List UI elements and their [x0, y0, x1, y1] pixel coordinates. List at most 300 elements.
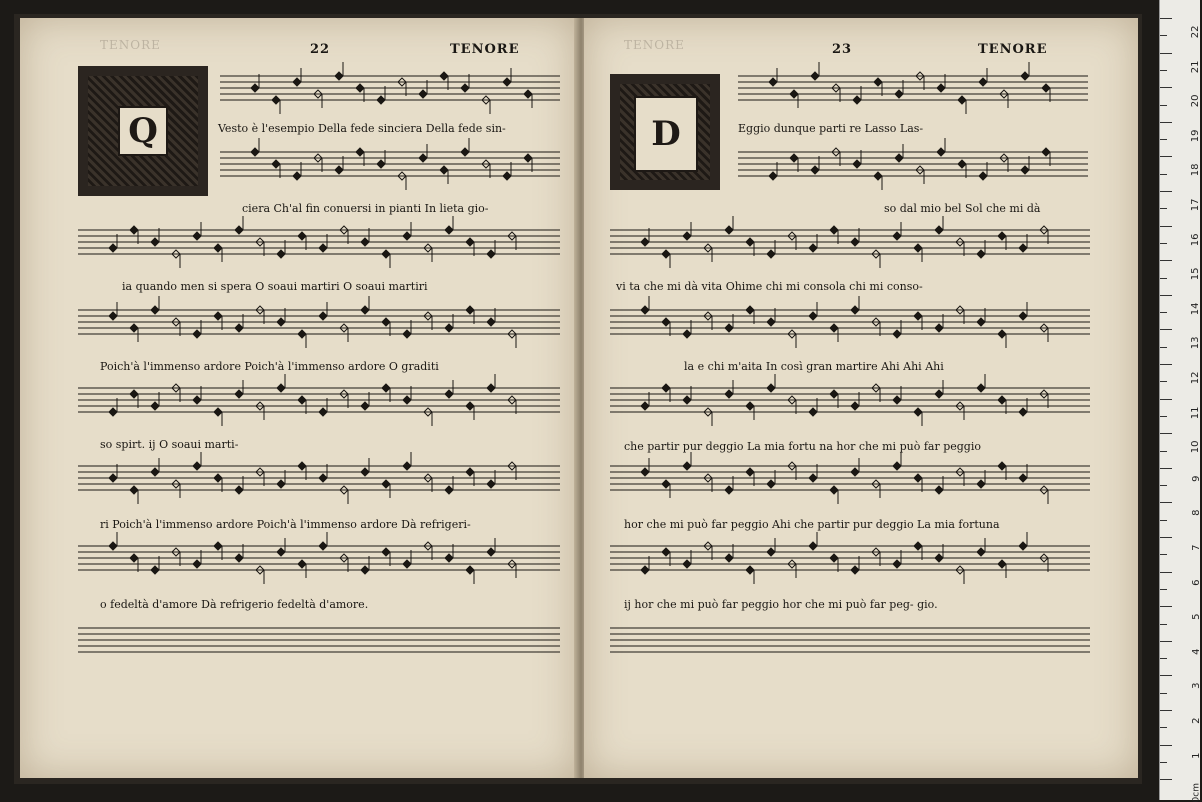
note-head: [403, 232, 411, 240]
note-head: [725, 554, 733, 562]
note-head: [193, 462, 201, 470]
note-head: [683, 232, 691, 240]
ruler-label: 1: [1190, 752, 1202, 759]
decorated-initial-d: [610, 74, 720, 190]
note-head: [445, 486, 453, 494]
note-head: [109, 408, 117, 416]
note-head: [809, 312, 817, 320]
ruler-tick: [1160, 139, 1167, 140]
note-head: [293, 78, 301, 86]
note-head: [466, 566, 474, 574]
music-staff: [610, 224, 1090, 250]
note-head: [977, 384, 985, 392]
lyric-line: ia quando men si spera O soaui martiri O soaui martiri: [122, 280, 428, 293]
note-head: [935, 486, 943, 494]
ruler-tick: [1160, 243, 1167, 244]
note-head: [830, 226, 838, 234]
ruler-tick: [1160, 641, 1172, 642]
initial-letter: D: [634, 96, 698, 172]
decorated-initial-q: [78, 66, 208, 196]
note-head: [935, 226, 943, 234]
note-head: [214, 542, 222, 550]
ruler-tick: [1160, 433, 1172, 434]
note-head: [193, 232, 201, 240]
note-head: [293, 172, 301, 180]
note-head: [440, 166, 448, 174]
note-head: [979, 172, 987, 180]
note-head: [937, 84, 945, 92]
note-head: [958, 96, 966, 104]
note-head: [151, 468, 159, 476]
note-head: [377, 96, 385, 104]
lyric-line: o fedeltà d'amore Dà refrigerio fedeltà d'amore.: [100, 598, 369, 611]
lyric-line: Vesto è l'esempio Della fede sinciera Della fede sin-: [218, 122, 506, 135]
note-head: [109, 312, 117, 320]
note-head: [109, 474, 117, 482]
ruler-tick: [1160, 537, 1172, 538]
note-head: [445, 226, 453, 234]
note-head: [893, 462, 901, 470]
ruler-tick: [1160, 381, 1167, 382]
note-head: [151, 566, 159, 574]
note-head: [830, 554, 838, 562]
note-head: [746, 468, 754, 476]
ruler-label: 6: [1190, 579, 1202, 586]
note-head: [1042, 84, 1050, 92]
note-head: [874, 172, 882, 180]
music-staff: [610, 304, 1090, 330]
note-head: [130, 486, 138, 494]
lyric-line: Poich'à l'immenso ardore Poich'à l'immenso ardore O graditi: [100, 360, 439, 373]
note-head: [790, 154, 798, 162]
ruler-label: 16: [1190, 233, 1202, 246]
note-head: [641, 468, 649, 476]
note-head: [298, 232, 306, 240]
lyric-line: la e chi m'aita In così gran martire Ahi Ahi Ahi: [684, 360, 944, 373]
ruler-tick: [1160, 347, 1167, 348]
ruler-tick: [1160, 208, 1167, 209]
lyric-line: hor che mi può far peggio Ahi che partir pur deggio La mia fortuna: [624, 518, 1000, 531]
note-head: [767, 548, 775, 556]
ruler-tick: [1160, 105, 1167, 106]
note-head: [487, 480, 495, 488]
music-staff: [78, 304, 560, 330]
note-head: [662, 480, 670, 488]
bleed-through-header: TENORE: [624, 38, 685, 52]
lyric-line: ciera Ch'al fin conuersi in pianti In lieta gio-: [242, 202, 489, 215]
note-head: [641, 402, 649, 410]
bleed-through-header: TENORE: [100, 38, 161, 52]
ruler-label: 4: [1190, 648, 1202, 655]
note-head: [335, 166, 343, 174]
ruler-tick: [1160, 156, 1172, 157]
note-head: [662, 250, 670, 258]
note-head: [403, 462, 411, 470]
note-head: [851, 238, 859, 246]
lyric-line: so spirt. ij O soaui marti-: [100, 438, 239, 451]
note-head: [361, 306, 369, 314]
note-head: [193, 330, 201, 338]
note-head: [277, 318, 285, 326]
ruler-tick: [1160, 260, 1172, 261]
ruler-tick: [1160, 485, 1167, 486]
ruler-tick: [1160, 451, 1167, 452]
note-head: [830, 390, 838, 398]
ruler-tick: [1160, 18, 1172, 19]
note-head: [853, 96, 861, 104]
note-head: [377, 160, 385, 168]
note-head: [683, 560, 691, 568]
note-head: [130, 226, 138, 234]
note-head: [361, 566, 369, 574]
note-head: [277, 480, 285, 488]
note-head: [235, 226, 243, 234]
note-head: [851, 402, 859, 410]
note-head: [893, 232, 901, 240]
note-head: [893, 560, 901, 568]
note-head: [914, 312, 922, 320]
note-head: [958, 160, 966, 168]
note-head: [251, 148, 259, 156]
note-head: [851, 468, 859, 476]
note-head: [277, 384, 285, 392]
note-head: [725, 486, 733, 494]
note-head: [914, 408, 922, 416]
note-head: [272, 96, 280, 104]
music-staff: [610, 540, 1090, 566]
ruler-tick: [1160, 329, 1172, 330]
note-head: [1019, 474, 1027, 482]
music-staff: [610, 460, 1090, 486]
note-head: [662, 384, 670, 392]
ruler-tick: [1160, 606, 1172, 607]
page-title: TENORE: [450, 42, 520, 57]
ruler-tick: [1160, 295, 1172, 296]
note-head: [998, 462, 1006, 470]
note-head: [193, 396, 201, 404]
music-staff: [738, 70, 1088, 96]
note-head: [319, 312, 327, 320]
note-head: [1021, 72, 1029, 80]
note-head: [830, 486, 838, 494]
ruler-tick: [1160, 710, 1172, 711]
note-head: [214, 408, 222, 416]
note-head: [445, 324, 453, 332]
music-staff: [738, 146, 1088, 172]
note-head: [214, 474, 222, 482]
music-staff: [78, 460, 560, 486]
note-head: [277, 250, 285, 258]
note-head: [214, 244, 222, 252]
ruler-unit: 0cm: [1191, 783, 1201, 802]
ruler-label: 10: [1190, 440, 1202, 454]
note-head: [809, 244, 817, 252]
right-page: [584, 18, 1138, 778]
ruler-label: 19: [1190, 129, 1202, 143]
note-head: [214, 312, 222, 320]
note-head: [767, 480, 775, 488]
note-head: [361, 402, 369, 410]
ruler-tick: [1160, 779, 1172, 780]
music-staff: [220, 70, 560, 96]
ruler-label: 9: [1190, 475, 1202, 482]
note-head: [382, 318, 390, 326]
note-head: [811, 166, 819, 174]
ruler-label: 21: [1190, 60, 1202, 73]
empty-staff: [610, 622, 1090, 648]
note-head: [466, 238, 474, 246]
ruler-tick: [1160, 35, 1167, 36]
ruler-tick: [1160, 191, 1172, 192]
note-head: [130, 324, 138, 332]
note-head: [979, 78, 987, 86]
note-head: [356, 148, 364, 156]
note-head: [935, 390, 943, 398]
note-head: [851, 306, 859, 314]
note-head: [746, 402, 754, 410]
note-head: [914, 542, 922, 550]
note-head: [361, 238, 369, 246]
ruler-tick: [1160, 554, 1167, 555]
empty-staff: [78, 622, 560, 648]
note-head: [853, 160, 861, 168]
note-head: [335, 72, 343, 80]
ruler-label: 5: [1190, 613, 1202, 621]
note-head: [419, 154, 427, 162]
note-head: [683, 462, 691, 470]
note-head: [683, 396, 691, 404]
note-head: [914, 474, 922, 482]
note-head: [151, 238, 159, 246]
note-head: [1019, 408, 1027, 416]
ruler-label: 13: [1190, 336, 1202, 350]
ruler-tick: [1160, 502, 1172, 503]
ruler-tick: [1160, 693, 1167, 694]
note-head: [319, 408, 327, 416]
note-head: [977, 548, 985, 556]
ruler-label: 17: [1190, 198, 1202, 212]
note-head: [809, 542, 817, 550]
note-head: [725, 324, 733, 332]
note-head: [403, 396, 411, 404]
note-head: [937, 148, 945, 156]
note-head: [998, 330, 1006, 338]
ruler-label: 14: [1190, 302, 1202, 316]
note-head: [725, 226, 733, 234]
ruler-label: 11: [1190, 406, 1202, 419]
note-head: [277, 548, 285, 556]
ruler-label: 22: [1190, 25, 1202, 39]
ruler-label: 12: [1190, 371, 1202, 385]
note-head: [361, 468, 369, 476]
ruler-tick: [1160, 53, 1172, 54]
ruler-tick: [1160, 226, 1172, 227]
ruler-tick: [1160, 87, 1172, 88]
note-head: [725, 390, 733, 398]
note-head: [487, 384, 495, 392]
note-head: [461, 84, 469, 92]
ruler-tick: [1160, 364, 1172, 365]
ruler-tick: [1160, 762, 1167, 763]
note-head: [1019, 244, 1027, 252]
ruler-tick: [1160, 399, 1172, 400]
lyric-line: che partir pur deggio La mia fortu na hor che mi può far peggio: [624, 440, 981, 453]
note-head: [809, 408, 817, 416]
ruler-label: 7: [1190, 544, 1202, 551]
note-head: [998, 396, 1006, 404]
initial-letter: Q: [118, 106, 168, 156]
note-head: [641, 238, 649, 246]
note-head: [524, 90, 532, 98]
note-head: [235, 324, 243, 332]
music-staff: [220, 146, 560, 172]
note-head: [914, 244, 922, 252]
lyric-line: Eggio dunque parti re Lasso Las-: [738, 122, 924, 135]
ruler-tick: [1160, 468, 1172, 469]
note-head: [440, 72, 448, 80]
ruler-tick: [1160, 312, 1167, 313]
ruler-tick: [1160, 174, 1167, 175]
note-head: [235, 554, 243, 562]
ruler-tick: [1160, 520, 1167, 521]
note-head: [445, 390, 453, 398]
note-head: [319, 474, 327, 482]
note-head: [319, 542, 327, 550]
note-head: [893, 330, 901, 338]
ruler-label: 18: [1190, 163, 1202, 177]
note-head: [403, 560, 411, 568]
note-head: [382, 480, 390, 488]
note-head: [662, 318, 670, 326]
page-number: 22: [310, 42, 331, 57]
ruler-tick: [1160, 70, 1167, 71]
note-head: [151, 306, 159, 314]
note-head: [382, 384, 390, 392]
note-head: [746, 238, 754, 246]
note-head: [403, 330, 411, 338]
note-head: [419, 90, 427, 98]
book-spread: [14, 14, 1142, 784]
ruler-label: 2: [1190, 717, 1202, 724]
note-head: [193, 560, 201, 568]
note-head: [298, 560, 306, 568]
note-head: [487, 250, 495, 258]
note-head: [466, 468, 474, 476]
note-head: [1042, 148, 1050, 156]
note-head: [811, 72, 819, 80]
note-head: [769, 78, 777, 86]
measurement-ruler: [1159, 0, 1200, 800]
note-head: [746, 566, 754, 574]
note-head: [790, 90, 798, 98]
note-head: [895, 154, 903, 162]
music-staff: [78, 540, 560, 566]
lyric-line: vi ta che mi dà vita Ohime chi mi consola chi mi conso-: [616, 280, 923, 293]
note-head: [503, 78, 511, 86]
note-head: [683, 330, 691, 338]
note-head: [298, 330, 306, 338]
note-head: [977, 480, 985, 488]
lyric-line: ij hor che mi può far peggio hor che mi può far peg- gio.: [624, 598, 938, 611]
ruler-label: 20: [1190, 94, 1202, 108]
ruler-label: 3: [1190, 682, 1202, 690]
note-head: [1019, 542, 1027, 550]
ruler-tick: [1160, 589, 1167, 590]
note-head: [272, 160, 280, 168]
note-head: [461, 148, 469, 156]
note-head: [487, 318, 495, 326]
ruler-label: 8: [1190, 509, 1202, 517]
ruler-tick: [1160, 727, 1167, 728]
ruler-tick: [1160, 122, 1172, 123]
note-head: [874, 78, 882, 86]
ruler-tick: [1160, 745, 1172, 746]
note-head: [503, 172, 511, 180]
note-head: [109, 542, 117, 550]
note-head: [767, 250, 775, 258]
note-head: [977, 318, 985, 326]
note-head: [466, 402, 474, 410]
note-head: [935, 324, 943, 332]
note-head: [524, 154, 532, 162]
note-head: [641, 566, 649, 574]
page-number: 23: [832, 42, 853, 57]
note-head: [235, 486, 243, 494]
lyric-line: so dal mio bel Sol che mi dà: [884, 202, 1041, 215]
music-staff: [78, 224, 560, 250]
note-head: [935, 554, 943, 562]
note-head: [1021, 166, 1029, 174]
note-head: [746, 306, 754, 314]
note-head: [251, 84, 259, 92]
note-head: [767, 384, 775, 392]
note-head: [356, 84, 364, 92]
note-head: [809, 474, 817, 482]
note-head: [998, 560, 1006, 568]
note-head: [769, 172, 777, 180]
note-head: [109, 244, 117, 252]
note-head: [641, 306, 649, 314]
note-head: [998, 232, 1006, 240]
note-head: [382, 548, 390, 556]
note-head: [130, 554, 138, 562]
note-head: [851, 566, 859, 574]
ruler-tick: [1160, 658, 1167, 659]
note-head: [151, 402, 159, 410]
music-staff: [78, 382, 560, 408]
note-head: [130, 390, 138, 398]
note-head: [319, 244, 327, 252]
ruler-tick: [1160, 572, 1172, 573]
lyric-line: ri Poich'à l'immenso ardore Poich'à l'immenso ardore Dà refrigeri-: [100, 518, 471, 531]
note-head: [298, 396, 306, 404]
note-head: [298, 462, 306, 470]
note-head: [662, 548, 670, 556]
note-head: [895, 90, 903, 98]
ruler-tick: [1160, 675, 1172, 676]
page-title: TENORE: [978, 42, 1048, 57]
note-head: [382, 250, 390, 258]
note-head: [466, 306, 474, 314]
note-head: [893, 396, 901, 404]
note-head: [235, 390, 243, 398]
note-head: [487, 548, 495, 556]
ruler-tick: [1160, 416, 1167, 417]
note-head: [445, 554, 453, 562]
music-staff: [610, 382, 1090, 408]
note-head: [1019, 312, 1027, 320]
ruler-tick: [1160, 278, 1167, 279]
